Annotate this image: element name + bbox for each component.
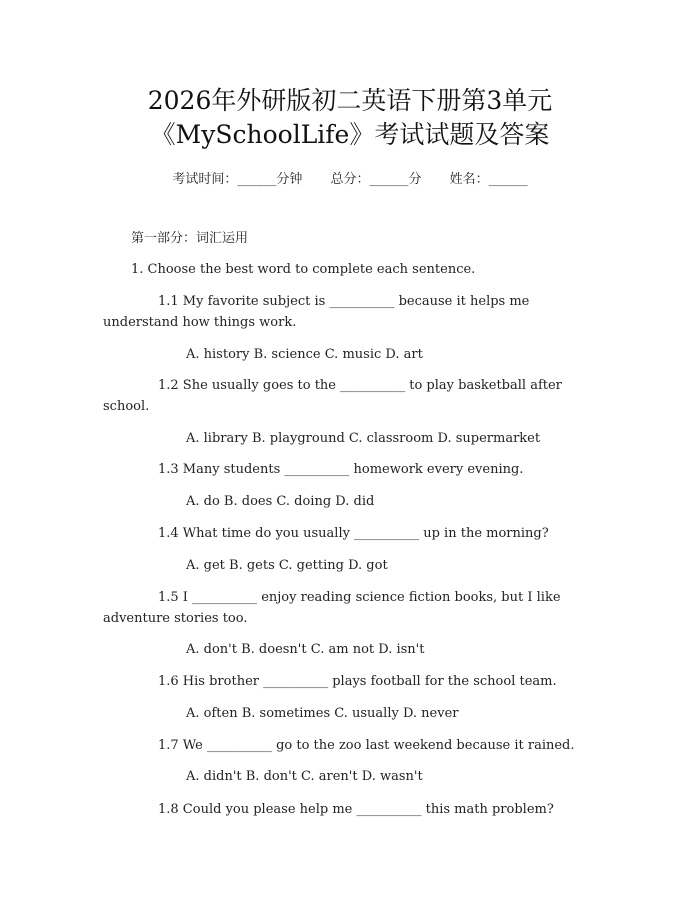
- question-stem: 1.1 My favorite subject is __________ because it helps me: [158, 294, 530, 309]
- question-options: A. didn't B. don't C. aren't D. wasn't: [186, 769, 423, 784]
- question-intro: 1. Choose the best word to complete each sentence.: [131, 262, 476, 277]
- question-stem-continued: adventure stories too.: [103, 611, 248, 626]
- question-options: A. don't B. doesn't C. am not D. isn't: [186, 642, 425, 657]
- student-name-field: 姓名：______: [449, 172, 528, 187]
- exam-title-line-1: 2026年外研版初二英语下册第3单元: [147, 86, 553, 115]
- exam-title-line-2: 《MySchoolLife》考试试题及答案: [150, 120, 550, 149]
- question-stem: 1.8 Could you please help me __________ this math problem?: [158, 802, 554, 817]
- section-title: 第一部分：词汇运用: [131, 231, 249, 246]
- question-options: A. history B. science C. music D. art: [186, 347, 423, 362]
- question-stem-continued: school.: [103, 399, 150, 414]
- question-stem-continued: understand how things work.: [103, 315, 297, 330]
- question-options: A. library B. playground C. classroom D. supermarket: [186, 431, 541, 446]
- question-stem: 1.3 Many students __________ homework every evening.: [158, 462, 524, 477]
- question-options: A. do B. does C. doing D. did: [186, 494, 375, 509]
- question-stem: 1.6 His brother __________ plays football for the school team.: [158, 674, 557, 689]
- total-score-field: 总分：______分: [330, 172, 422, 187]
- question-stem: 1.5 I __________ enjoy reading science fiction books, but I like: [158, 590, 561, 605]
- question-options: A. often B. sometimes C. usually D. never: [186, 706, 459, 721]
- exam-time-field: 考试时间：______分钟: [172, 172, 303, 187]
- exam-meta: [0, 168, 700, 187]
- question-stem: 1.4 What time do you usually __________ up in the morning?: [158, 526, 549, 541]
- question-stem: 1.7 We __________ go to the zoo last weekend because it rained.: [158, 738, 575, 753]
- question-options: A. get B. gets C. getting D. got: [186, 558, 388, 573]
- question-stem: 1.2 She usually goes to the __________ to play basketball after: [158, 378, 562, 393]
